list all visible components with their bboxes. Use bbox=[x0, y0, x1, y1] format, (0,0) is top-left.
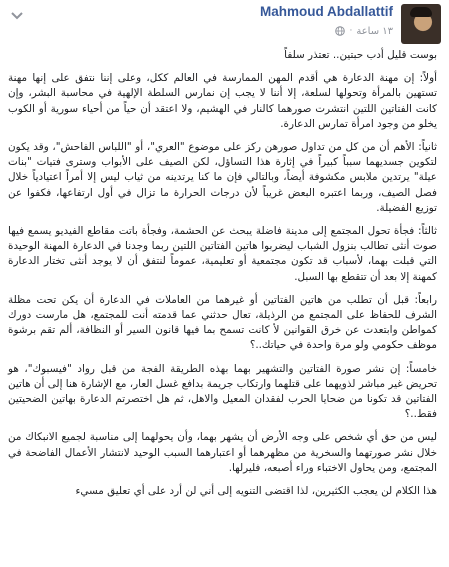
post-body bbox=[8, 48, 437, 507]
post-disclaimer: هذا الكلام لن يعجب الكثيرين، لذا اقتضى التنويه إلى أني لن أرد على أي تعليق مسيء bbox=[75, 485, 437, 498]
meta-separator: · bbox=[349, 26, 353, 36]
post-paragraph-first: أولاً: إن مهنة الدعارة هي أقدم المهن الممارسة في العالم ككل، وعلى إننا نتفق على إنها مهنة تستهين بالمرأة وتحولها لسلعة، إلا أننا لا يجب إن نمارس السلطة الإلهية في محاسبة البشر، وإن كانت الفتاتين اللتين انتشرت صورهما كالنار في الهشيم، ولا اعتقد أن حياً من أحياء سورية أو الكوب يخلو من وجود امرأة تمارس الدعارة. bbox=[8, 72, 437, 130]
post-intro: بوست قليل أدب حبتين.. تعتذر سلفاً bbox=[284, 49, 437, 61]
post-time[interactable]: ١٣ ساعة bbox=[356, 25, 393, 37]
post-paragraph-fourth: رابعاً: قبل أن تطلب من هاتين الفتاتين أو غيرهما من العاملات في الدعارة أن يكن تحت مظلة الشرف للحفاظ على المجتمع من الرذيلة، تعال حدثني عما قدمته أنت للمجتمع، هل مارست دورك كمواطن وابتعدت عن خرق القوانين لأ كانت تسمح بما فيها قانون السير أو النظافة، ألم تقم برشوة موظف حكومي ولو مرة واحدة في حياتك..؟ bbox=[8, 293, 437, 352]
avatar[interactable] bbox=[401, 4, 441, 44]
post-header bbox=[0, 0, 449, 50]
chevron-down-icon[interactable] bbox=[10, 10, 24, 22]
post-paragraph-third: ثالثاً: فجأة تحول المجتمع إلى مدينة فاضلة يبحث عن الحشمة، وفجأة باتت مقاطع الفيديو يسمع فيها صوت أنثى تطالب بنزول الشباب ليضربوا هاتين الفتاتين اللتين ربما وجدنا في الدعارة المهنة الوحيدة التي قبلت بهما، لأسباب قد تكون مجتمعية أو تعليمية، عموماً لنتفق أن لا يوجد أنثى تختار الدعارة كمهنة إلا بعد أن تتقطع بها السبل. bbox=[8, 225, 437, 283]
post-paragraph-second: ثانياً: الأهم أن من كل من تداول صورهن ركز على موضوع "العري"، أو "اللباس الفاحش"، وقد يكون لتكوين جسديهما سبباً كبيراً في إثارة هذا التساؤل، لكن الصيف على الأبواب وسترى فتيات "بنات عيلة" يرتدين ملابس مكشوفة أيضاً، وبالتالي فإن ما كنا يرتدينه من ثياب ليس إلا أمراً اعتيادياً خلال فصل الصيف، وربما اعتبره البعض غريباً لأن درجات الحرارة ما تزال في أول ارتفاعها، فكفوا عن توزيع الفضيلة. bbox=[8, 141, 437, 214]
globe-icon[interactable] bbox=[335, 26, 345, 36]
post-meta bbox=[335, 24, 393, 38]
author-name[interactable]: Mahmoud Abdallattif bbox=[260, 4, 393, 19]
post-paragraph-conclusion: ليس من حق أي شخص على وجه الأرض أن يشهر بهما، وأن يحولهما إلى مناسبة لجميع الانبكاك من خلال نشر صورتهما والسخرية من مظهرهما أو اعتبارهما السبب الوحيد لانتشار الأعمال الفاضحة في المجتمع، ومن يحاول الاختباء وراء أصبعه، فليرلها. bbox=[8, 431, 437, 474]
post-paragraph-fifth: خامساً: إن نشر صورة الفتاتين والتشهير بهما بهذه الطريقة الفجة من قبل رواد "فيسبوك"، هو تحريض غير مباشر لذويهما على قتلهما وارتكاب جريمة بدافع غسل العار، مع الإشارة هنا إلى أن هاتين الفتاتين قد تكونا من ضحايا الحرب لفقدان المعيل والاهل، ثم هل اختصرتم الدعارة بهاتين الضحيتين فقط..؟ bbox=[8, 362, 437, 421]
